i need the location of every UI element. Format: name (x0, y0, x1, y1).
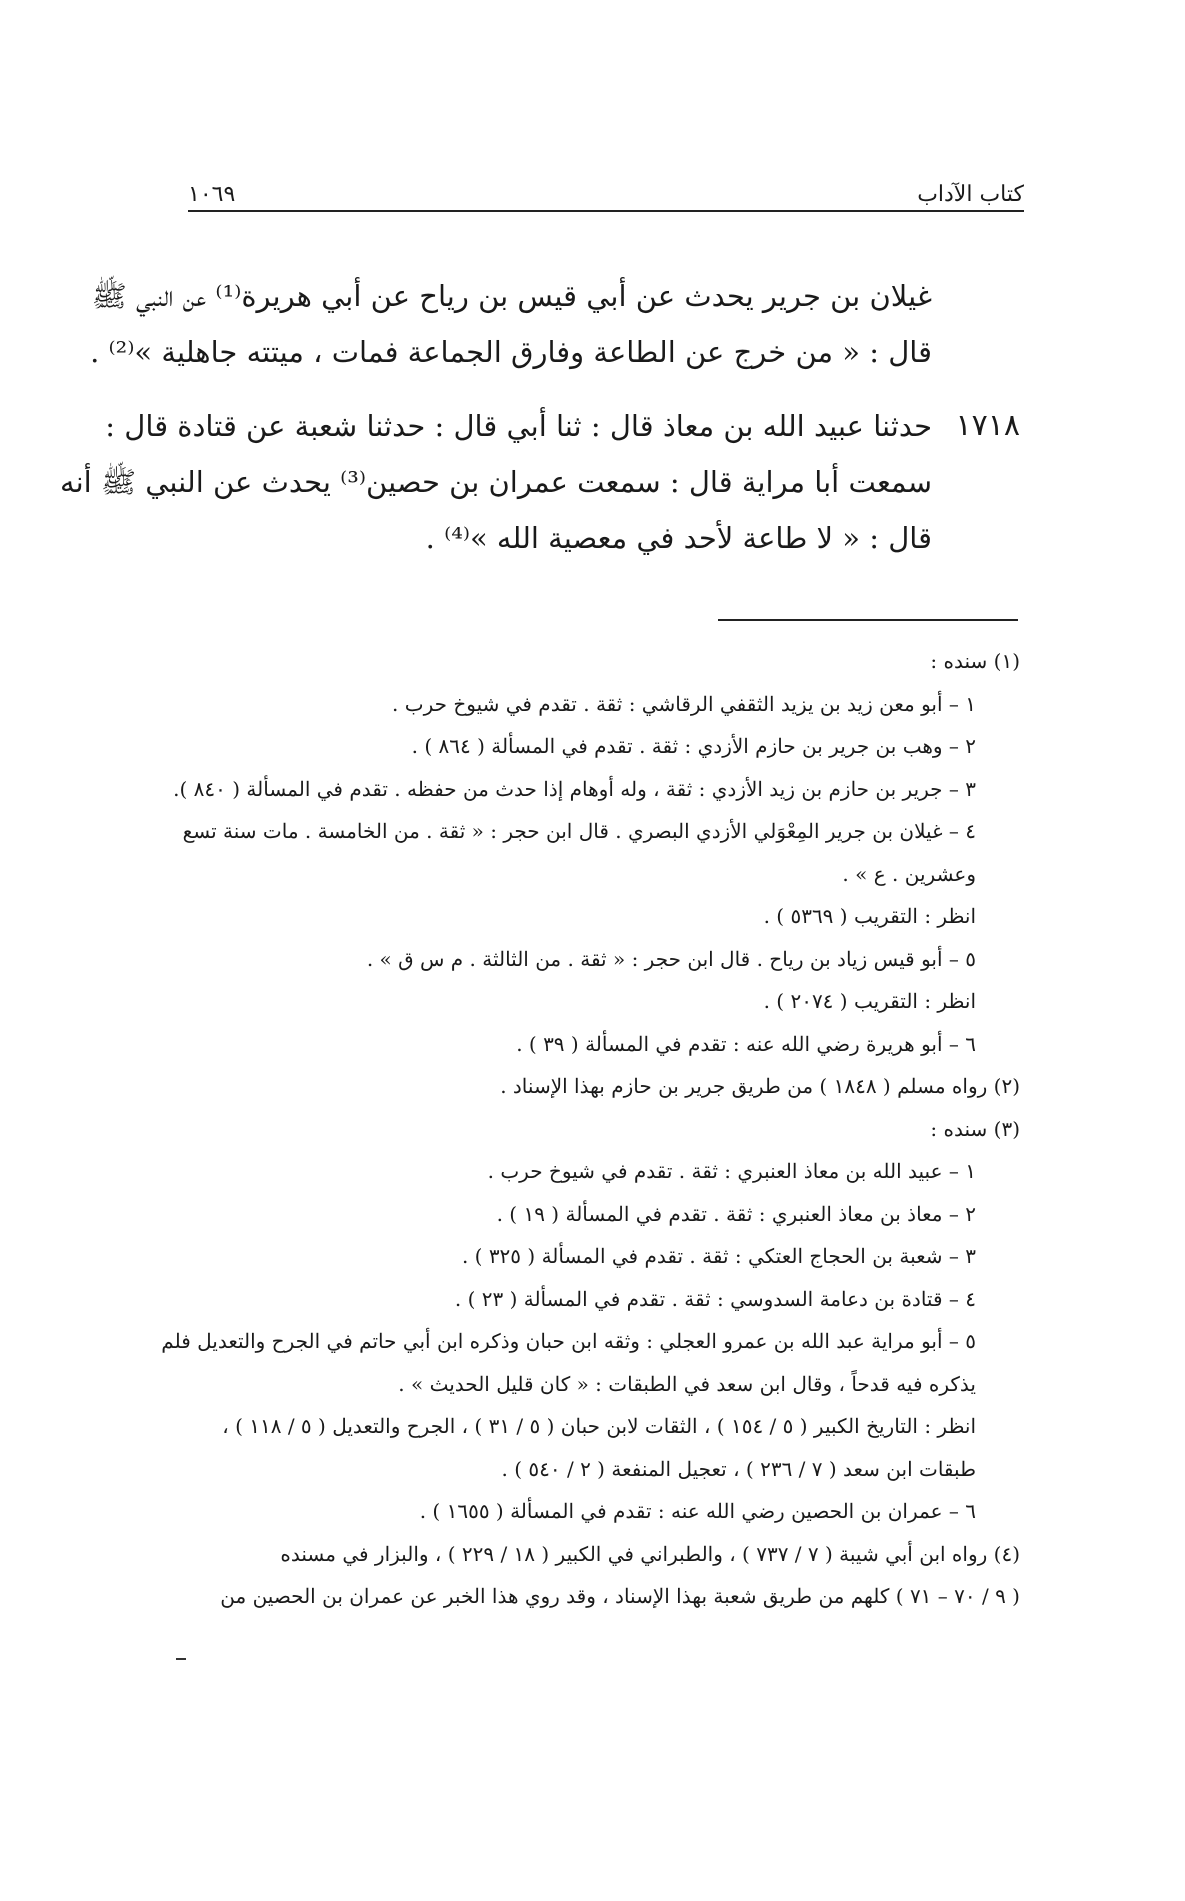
body-line: قال : « من خرج عن الطاعة وفارق الجماعة فمات ، ميتته جاهلية »⁽²⁾ . (90, 335, 932, 369)
body-line: حدثنا عبيد الله بن معاذ قال : ثنا أبي قال : حدثنا شعبة عن قتادة قال : (105, 409, 932, 443)
footnote-line: ٣ – جرير بن حازم بن زيد الأزدي : ثقة ، وله أوهام إذا حدث من حفظه . تقدم في المسألة ( ٨٤٠ ). (173, 776, 976, 801)
body-line: قال : « لا طاعة لأحد في معصية الله »⁽⁴⁾ . (425, 521, 932, 555)
hadith-paragraph-1718 (60, 398, 1020, 566)
footnote-line: ( ٩ / ٧٠ – ٧١ ) كلهم من طريق شعبة بهذا الإسناد ، وقد روي هذا الخبر عن عمران بن الحصين من (220, 1584, 1020, 1608)
footnote-line: ١ – أبو معن زيد بن يزيد الثقفي الرقاشي : ثقة . تقدم في شيوخ حرب . (392, 691, 976, 716)
footnote-line: ٦ – أبو هريرة رضي الله عنه : تقدم في المسألة ( ٣٩ ) . (516, 1031, 976, 1056)
footnote-line: انظر : التقريب ( ٢٠٧٤ ) . (763, 989, 976, 1013)
body-line: سمعت أبا مراية قال : سمعت عمران بن حصين⁽³⁾ يحدث عن النبي ﷺ أنه (60, 465, 932, 499)
body-line: غيلان بن جرير يحدث عن أبي قيس بن رياح عن أبي هريرة⁽¹⁾ عن النبي ﷺ (91, 279, 932, 313)
footnotes-section (161, 640, 1020, 1618)
footnote-separator (718, 619, 1018, 621)
footnote-line: ٢ – وهب بن جرير بن حازم الأزدي : ثقة . تقدم في المسألة ( ٨٦٤ ) . (411, 734, 976, 758)
footnote-line: (٢) رواه مسلم ( ١٨٤٨ ) من طريق جرير بن حازم بهذا الإسناد . (500, 1074, 1020, 1098)
footnote-line: ٦ – عمران بن الحصين رضي الله عنه : تقدم في المسألة ( ١٦٥٥ ) . (419, 1499, 976, 1523)
continuation-mark (176, 1658, 186, 1660)
footnote-line: ٣ – شعبة بن الحجاج العتكي : ثقة . تقدم في المسألة ( ٣٢٥ ) . (461, 1244, 976, 1268)
book-title: كتاب الآداب (917, 182, 1024, 207)
footnote-line: يذكره فيه قدحاً ، وقال ابن سعد في الطبقات : « كان قليل الحديث » . (398, 1371, 976, 1396)
footnote-line: ٥ – أبو مراية عبد الله بن عمرو العجلي : وثقه ابن حبان وذكره ابن أبي حاتم في الجرح والتعديل فلم (161, 1329, 976, 1353)
footnote-line: وعشرين . ع » . (842, 861, 976, 886)
footnote-line: ١ – عبيد الله بن معاذ العنبري : ثقة . تقدم في شيوخ حرب . (487, 1159, 976, 1183)
footnote-line: (٣) سنده : (930, 1116, 1020, 1141)
footnote-line: انظر : التقريب ( ٥٣٦٩ ) . (763, 904, 976, 928)
footnote-line: ٥ – أبو قيس زياد بن رياح . قال ابن حجر : « ثقة . من الثالثة . م س ق » . (366, 946, 976, 971)
footnote-line: طبقات ابن سعد ( ٧ / ٢٣٦ ) ، تعجيل المنفعة ( ٢ / ٥٤٠ ) . (501, 1456, 976, 1481)
footnote-line: انظر : التاريخ الكبير ( ٥ / ١٥٤ ) ، الثقات لابن حبان ( ٥ / ٣١ ) ، الجرح والتعديل ( ٥ / ١١٨ ) ، (222, 1414, 976, 1438)
footnote-line: (١) سنده : (930, 649, 1020, 673)
footnote-line: (٤) رواه ابن أبي شيبة ( ٧ / ٧٣٧ ) ، والطبراني في الكبير ( ١٨ / ٢٢٩ ) ، والبزار في مسنده (280, 1541, 1020, 1566)
footnote-line: ٤ – قتادة بن دعامة السدوسي : ثقة . تقدم في المسألة ( ٢٣ ) . (454, 1286, 976, 1311)
hadith-number: ١٧١٨ (955, 408, 1020, 443)
footnote-line: ٢ – معاذ بن معاذ العنبري : ثقة . تقدم في المسألة ( ١٩ ) . (496, 1201, 976, 1226)
footnote-line: ٤ – غيلان بن جرير المِعْوَلي الأزدي البصري . قال ابن حجر : « ثقة . من الخامسة . مات سنة تسع (182, 819, 976, 843)
running-header (188, 172, 1024, 212)
page-number: ١٠٦٩ (188, 182, 236, 207)
paragraph-continuation (90, 268, 1020, 380)
